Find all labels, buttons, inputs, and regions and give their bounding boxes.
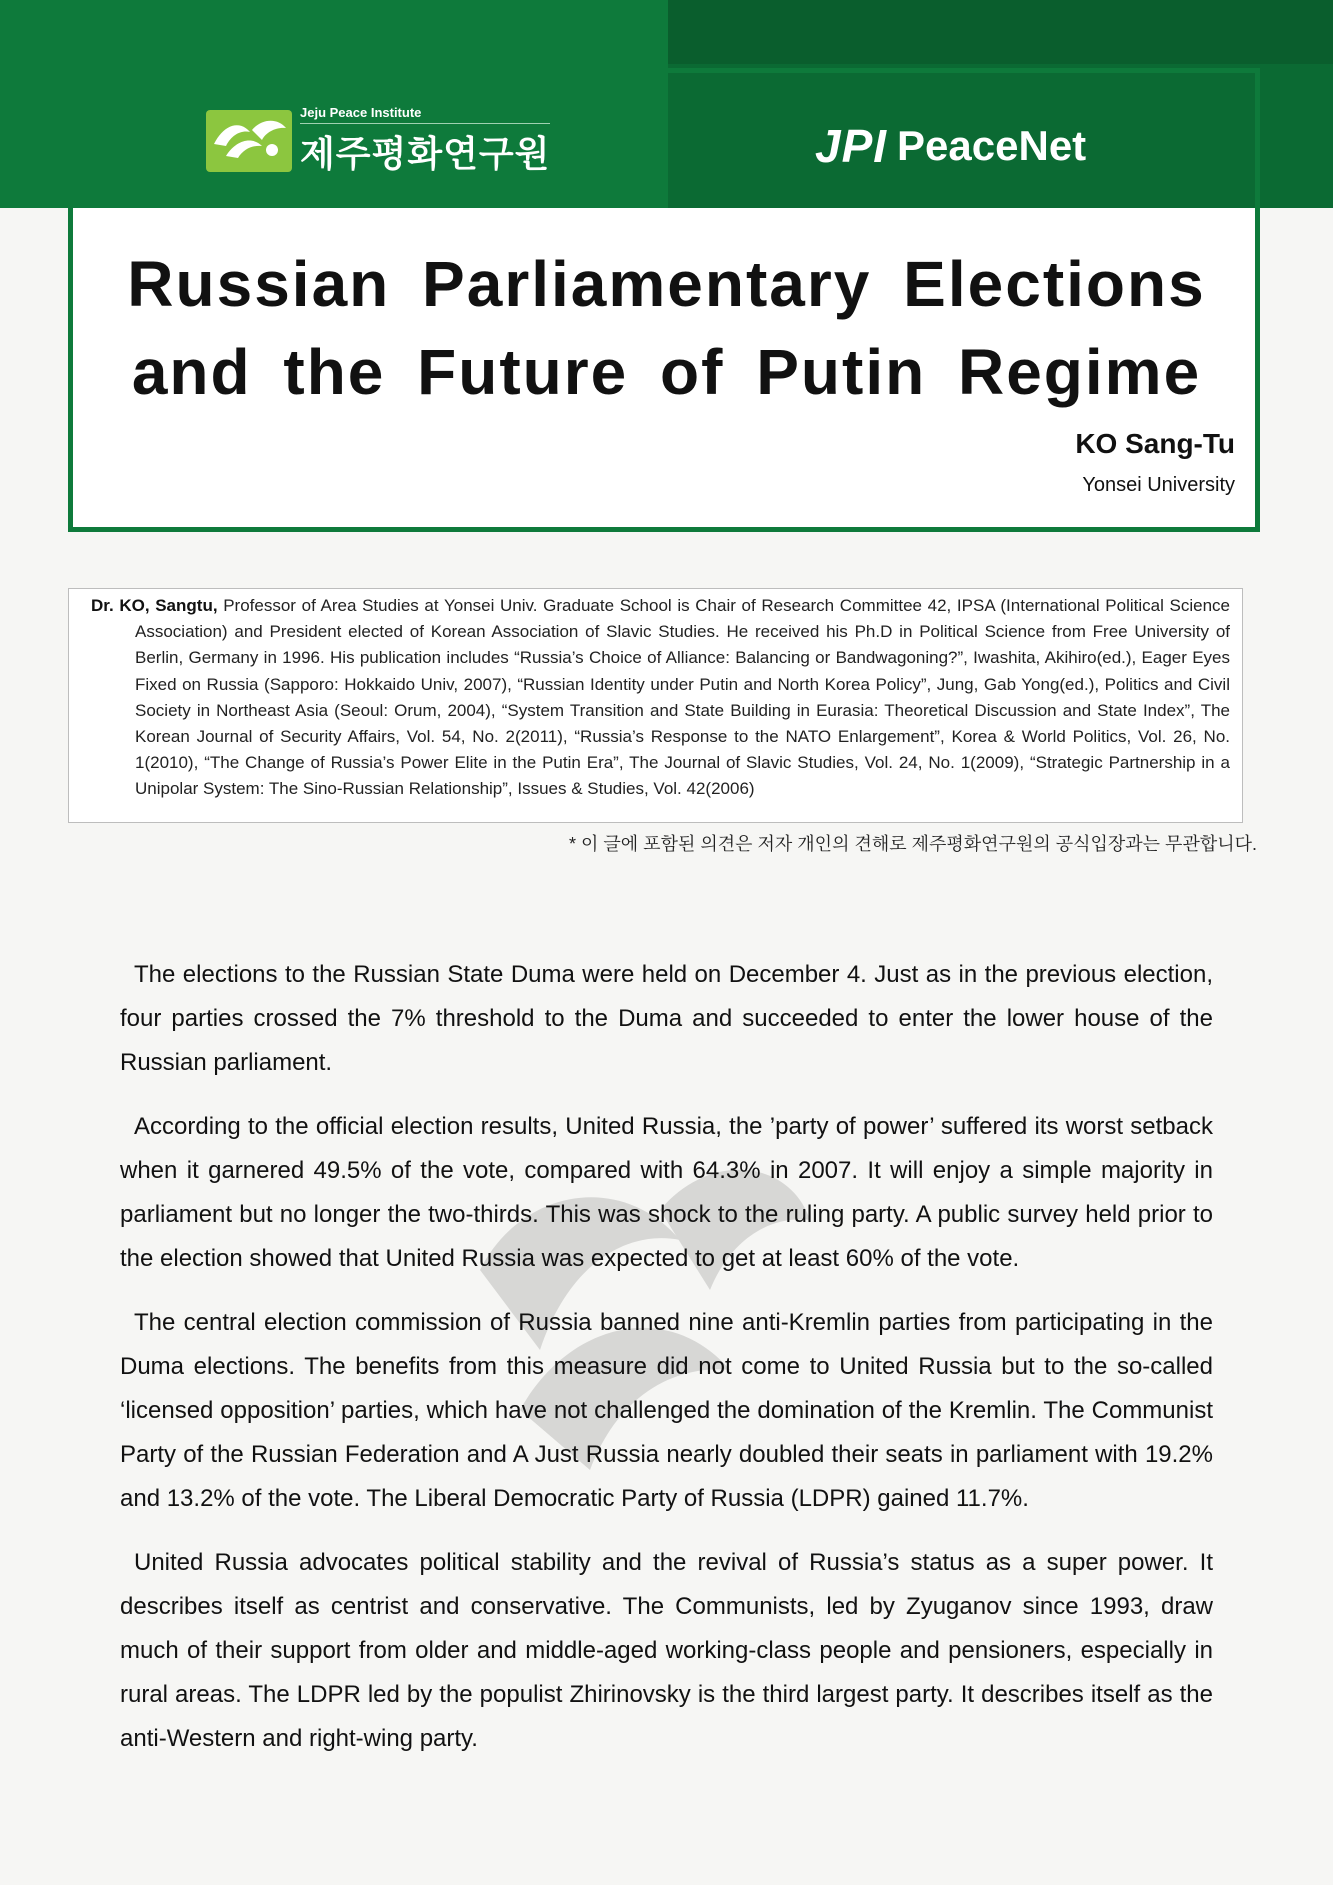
paragraph-1: The elections to the Russian State Duma were held on December 4. Just as in the previous election, four parties crossed the 7% threshold to the Duma and succeeded to enter the lower house of the Russian parliament. — [120, 961, 1213, 1076]
jpi-peacenet-logo — [815, 118, 1086, 174]
article-title — [80, 240, 1253, 416]
author-bio-box — [68, 588, 1243, 823]
jpi-wordmark: JPI — [815, 120, 888, 172]
bio-name: Dr. KO, Sangtu, — [91, 596, 218, 615]
bio-text: Professor of Area Studies at Yonsei Univ. Graduate School is Chair of Research Committee 42, IPSA (International Political Science Association) and President elected of Korean Association of Slavic Studies. He received his Ph.D in Political Science from Free University of Berlin, Germany in 1996. His publication includes “Russia’s Choice of Alliance: Balancing or Bandwagoning?”, Iwashita, Akihiro(ed.), Eager Eyes Fixed on Russia (Sapporo: Hokkaido Univ, 2007), “Russian Identity under Putin and North Korea Policy”, Jung, Gab Yong(ed.), Politics and Civil Society in Northeast Asia (Seoul: Orum, 2004), “System Transition and State Building in Eurasia: Theoretical Discussion and State Index”, The Korean Journal of Security Affairs, Vol. 54, No. 2(2011), “Russia’s Response to the NATO Enlargement”, Korea & World Politics, Vol. 26, No. 1(2010), “The Change of Russia’s Power Elite in the Putin Era”, The Journal of Slavic Studies, Vol. 24, No. 1(2009), “Strategic Partnership in a Unipolar System: The Sino-Russian Relationship”, Issues & Studies, Vol. 42(2006) — [135, 596, 1230, 799]
peacenet-wordmark: PeaceNet — [897, 122, 1087, 169]
title-line-2: and the Future of Putin Regime — [131, 336, 1202, 408]
paragraph-3: The central election commission of Russia banned nine anti-Kremlin parties from participating in the Duma elections. The benefits from this measure did not come to United Russia but to the so-called ‘licensed opposition’ parties, which have not challenged the domination of the Kremlin. The Communist Party of the Russian Federation and A Just Russia nearly doubled their seats in parliament with 19.2% and 13.2% of the vote. The Liberal Democratic Party of Russia (LDPR) gained 11.7%. — [120, 1309, 1213, 1512]
author-affiliation: Yonsei University — [1082, 474, 1235, 496]
jeju-peace-institute-logo — [206, 105, 551, 174]
paragraph-4: United Russia advocates political stability and the revival of Russia’s status as a super power. It describes itself as centrist and conservative. The Communists, led by Zyuganov since 1993, draw much of their support from older and middle-aged working-class people and pensioners, especially in rural areas. The LDPR led by the populist Zhirinovsky is the third largest party. It describes itself as the anti-Western and right-wing party. — [120, 1549, 1213, 1752]
institute-name-en: Jeju Peace Institute — [300, 105, 550, 124]
dove-logo-icon — [206, 110, 292, 172]
header-band-right-top — [668, 0, 1333, 64]
disclaimer-note: * 이 글에 포함된 의견은 저자 개인의 견해로 제주평화연구원의 공식입장과는 무관합니다. — [569, 834, 1257, 854]
title-line-1: Russian Parliamentary Elections — [127, 248, 1206, 320]
paragraph-2: According to the official election results, United Russia, the ’party of power’ suffered its worst setback when it garnered 49.5% of the vote, compared with 64.3% in 2007. It will enjoy a simple majority in parliament but no longer the two-thirds. This was shock to the ruling party. A public survey held prior to the election showed that United Russia was expected to get at least 60% of the vote. — [120, 1113, 1213, 1272]
institute-name-ko: 제주평화연구원 — [300, 133, 551, 174]
article-body — [120, 953, 1213, 1781]
author-bio — [91, 593, 1242, 803]
author-name: KO Sang-Tu — [1075, 428, 1235, 459]
